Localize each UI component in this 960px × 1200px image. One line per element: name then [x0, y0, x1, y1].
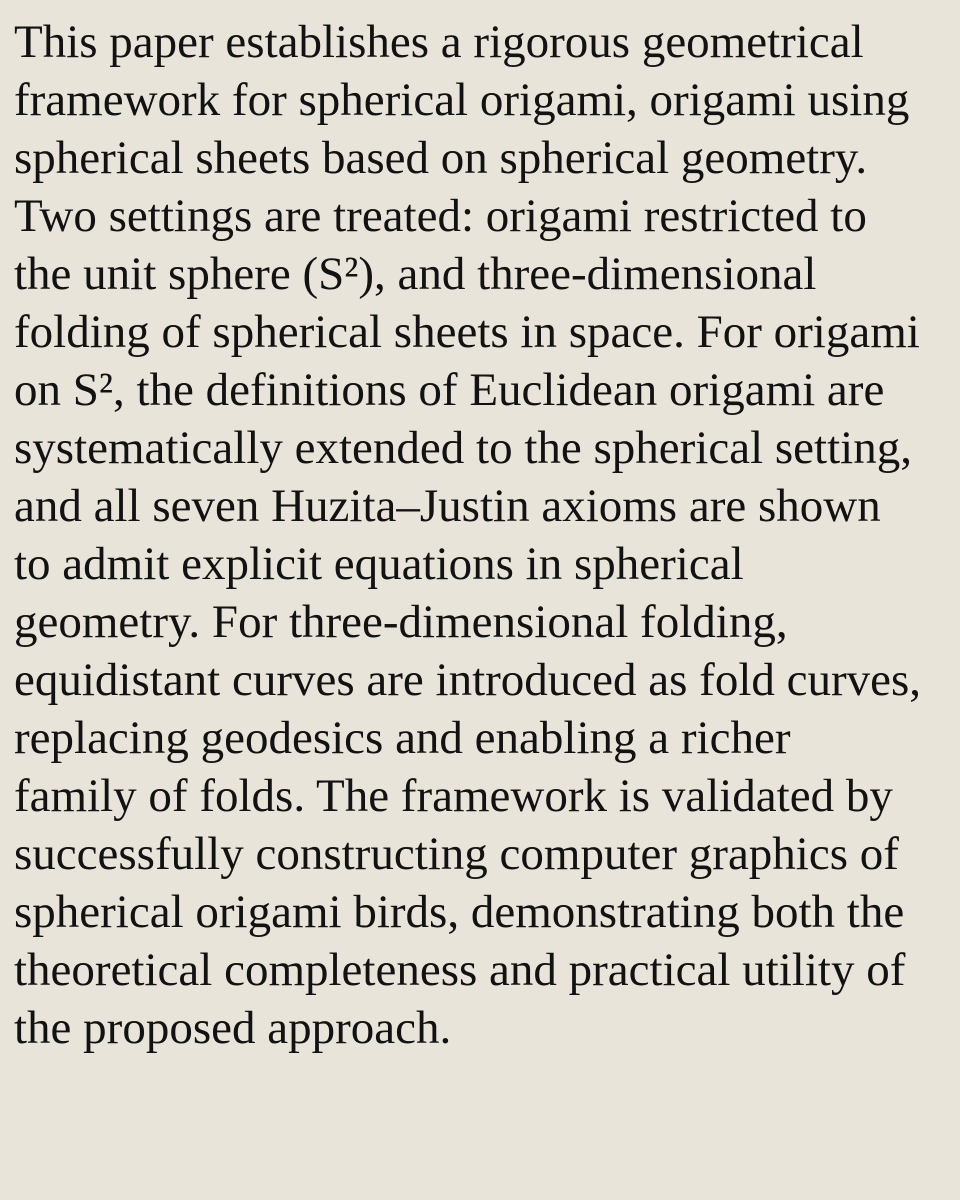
abstract-line: and all seven Huzita–Justin axioms are shown [14, 480, 881, 532]
abstract-line: equidistant curves are introduced as fold curves, [14, 654, 922, 706]
abstract-line: systematically extended to the spherical setting, [14, 422, 912, 474]
abstract-line: the proposed approach. [14, 1002, 452, 1054]
abstract-line: Two settings are treated: origami restricted to [14, 190, 867, 242]
abstract-line: geometry. For three-dimensional folding, [14, 596, 788, 648]
abstract-line: spherical sheets based on spherical geometry. [14, 132, 868, 184]
abstract-line: the unit sphere (S²), and three-dimensional [14, 248, 817, 300]
abstract-line: folding of spherical sheets in space. For origami [14, 306, 920, 358]
abstract-line: replacing geodesics and enabling a richer [14, 712, 791, 764]
abstract-line: family of folds. The framework is validated by [14, 770, 893, 822]
abstract-line: successfully constructing computer graphics of [14, 828, 899, 880]
abstract-line: framework for spherical origami, origami using [14, 74, 910, 126]
abstract-line: to admit explicit equations in spherical [14, 538, 744, 590]
abstract-line: spherical origami birds, demonstrating both the [14, 886, 905, 938]
abstract-line: theoretical completeness and practical utility of [14, 944, 906, 996]
abstract-line: on S², the definitions of Euclidean origami are [14, 364, 885, 416]
abstract-line: This paper establishes a rigorous geometrical [14, 16, 864, 68]
abstract-text [14, 13, 954, 1057]
